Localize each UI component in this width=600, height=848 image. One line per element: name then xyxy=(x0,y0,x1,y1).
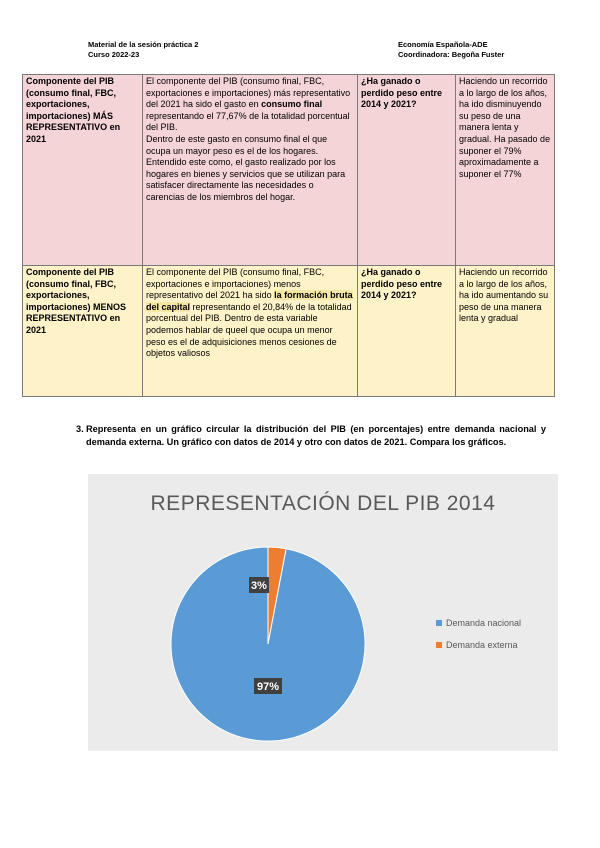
question-cell: ¿Ha ganado o perdido peso entre 2014 y 2021? xyxy=(358,75,456,266)
chart-title: REPRESENTACIÓN DEL PIB 2014 xyxy=(150,492,496,515)
subject-label: Economía Española-ADE xyxy=(398,40,488,49)
table-row xyxy=(23,75,555,266)
question-cell: ¿Ha ganado o perdido peso entre 2014 y 2021? xyxy=(358,266,456,397)
legend-label: Demanda nacional xyxy=(446,618,522,628)
component-cell: Componente del PIB (consumo final, FBC, exportaciones, importaciones) MENOS REPRESENTATIVO en 2021 xyxy=(23,266,143,397)
description-text: representando el 77,67% de la totalidad porcentual del PIB. xyxy=(146,110,350,133)
svg-text:3%: 3% xyxy=(251,580,267,592)
legend-item xyxy=(436,612,521,634)
coordinator-label: Coordinadora: Begoña Fuster xyxy=(398,50,505,59)
answer-cell: Haciendo un recorrido a lo largo de los años, ha ido disminuyendo su peso de una manera lenta y gradual. Ha pasado de suponer el 79% aproximadamente a suponer el 77% xyxy=(456,75,555,266)
description-text: representando el 20,84% de la totalidad porcentual del PIB. Dentro de esta variable podemos hablar de queel que ocupa un menor peso es el de adquisiciones menos cesiones de objetos valiosos xyxy=(146,301,352,359)
question-text: Representa en un gráfico circular la distribución del PIB (en porcentajes) entre demanda nacional y demanda externa. Un gráfico con datos de 2014 y otro con datos de 2021. Compara los gráficos. xyxy=(86,424,546,447)
description-text: El componente del PIB (consumo final, FBC, exportaciones e importaciones) menos representativo del 2021 ha sido xyxy=(146,267,325,301)
table-row xyxy=(23,266,555,397)
pie-data-label xyxy=(249,577,269,593)
legend-label: Demanda externa xyxy=(446,640,518,650)
question-number: 3. xyxy=(76,424,84,434)
pie-slice-demanda-nacional xyxy=(171,547,365,741)
description-text: Dentro de este gasto en consumo final el que ocupa un mayor peso es el de los hogares. Entendido este como, el gasto realizado por los hogares en bienes y servicios que se utilizan para satisfacer directamente las necesidades o carencias de los miembros del hogar. xyxy=(146,133,346,202)
header-right xyxy=(398,40,504,60)
description-bold: consumo final xyxy=(261,99,323,110)
question-3 xyxy=(76,423,546,448)
component-cell: Componente del PIB (consumo final, FBC, exportaciones, importaciones) MÁS REPRESENTATIVO en 2021 xyxy=(23,75,143,266)
description-cell xyxy=(143,266,358,397)
pie-data-label xyxy=(254,678,282,694)
pie-chart xyxy=(88,474,558,751)
header-left xyxy=(88,40,198,60)
chart-legend xyxy=(436,612,521,656)
course-material-label: Material de la sesión práctica 2 xyxy=(88,40,199,49)
legend-swatch xyxy=(436,642,442,648)
legend-item xyxy=(436,634,521,656)
answer-cell: Haciendo un recorrido a lo largo de los años, ha ido aumentando su peso de una manera lenta y gradual xyxy=(456,266,555,397)
course-year-label: Curso 2022-23 xyxy=(88,50,140,59)
description-bold: la formación bruta del capital xyxy=(146,290,353,312)
description-cell xyxy=(143,75,358,266)
description-text: El componente del PIB (consumo final, FBC, exportaciones e importaciones) más representativo del 2021 ha sido el gasto en xyxy=(146,76,351,110)
legend-swatch xyxy=(436,620,442,626)
svg-text:97%: 97% xyxy=(256,681,280,693)
pib-components-table xyxy=(22,74,555,397)
